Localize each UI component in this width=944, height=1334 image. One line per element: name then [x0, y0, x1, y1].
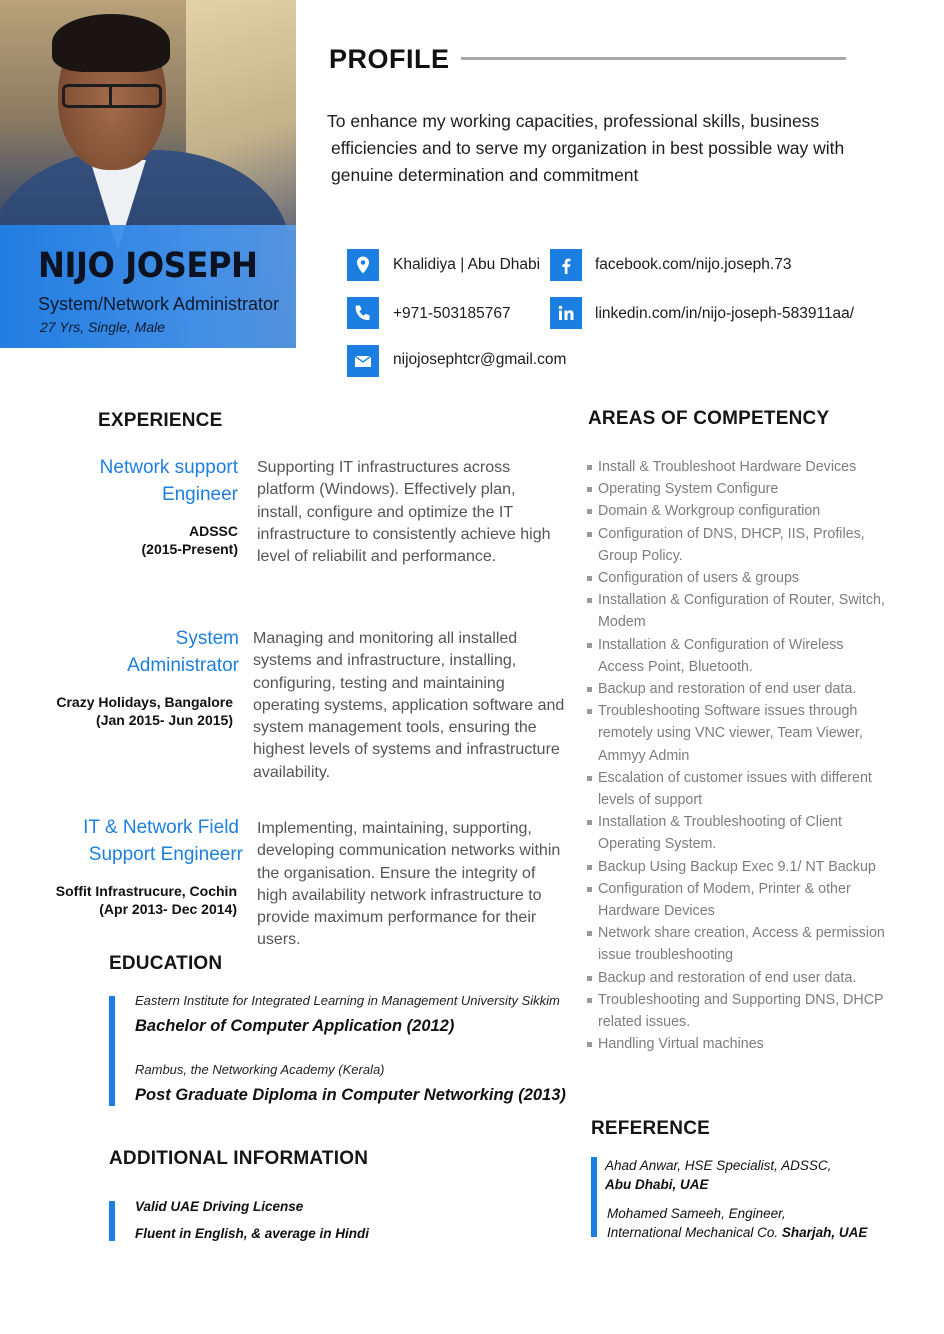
list-item: Backup and restoration of end user data.	[587, 967, 887, 989]
job-title: Network support Engineer	[99, 457, 238, 505]
list-item: Troubleshooting Software issues through remotely using VNC viewer, Team Viewer, Ammyy Admin	[587, 700, 887, 767]
reference-heading: REFERENCE	[591, 1118, 710, 1139]
job-2-header	[40, 625, 239, 729]
list-item: Domain & Workgroup configuration	[587, 500, 887, 522]
location-pin-icon	[347, 249, 379, 281]
list-item: Handling Virtual machines	[587, 1033, 887, 1055]
list-item: Installation & Troubleshooting of Client Operating System.	[587, 811, 887, 855]
profile-divider	[461, 57, 846, 60]
list-item: Troubleshooting and Supporting DNS, DHCP related issues.	[587, 989, 887, 1033]
additional-item: Fluent in English, & average in Hindi	[135, 1226, 370, 1241]
list-item: Configuration of Modem, Printer & other Hardware Devices	[587, 878, 887, 922]
email-icon	[347, 345, 379, 377]
list-item: Network share creation, Access & permission issue troubleshooting	[587, 922, 887, 966]
list-item: Install & Troubleshoot Hardware Devices	[587, 456, 887, 478]
reference-accent-bar	[591, 1157, 597, 1237]
reference-1: Ahad Anwar, HSE Specialist, ADSSC, Abu Dhabi, UAE	[605, 1158, 832, 1192]
list-item: Backup and restoration of end user data.	[587, 678, 887, 700]
job-org: Soffit Infrastrucure, Cochin	[55, 883, 237, 899]
education-degree: Post Graduate Diploma in Computer Networking (2013)	[135, 1086, 566, 1104]
list-item: Configuration of DNS, DHCP, IIS, Profiles, Group Policy.	[587, 523, 887, 567]
facebook-icon	[550, 249, 582, 281]
candidate-meta: 27 Yrs, Single, Male	[40, 319, 166, 335]
contact-facebook[interactable]: facebook.com/nijo.joseph.73	[595, 256, 792, 273]
job-1-header	[60, 454, 238, 558]
additional-accent-bar	[109, 1201, 115, 1241]
profile-summary: To enhance my working capacities, professional skills, business efficiencies and to serve my organization in best possible way with genuine determination and commitment	[327, 111, 845, 185]
job-org: ADSSC	[188, 523, 238, 539]
contact-location: Khalidiya | Abu Dhabi	[393, 256, 541, 273]
experience-heading: EXPERIENCE	[98, 410, 223, 431]
additional-info-heading: ADDITIONAL INFORMATION	[109, 1148, 369, 1169]
education-degree: Bachelor of Computer Application (2012)	[135, 1017, 455, 1035]
candidate-role: System/Network Administrator	[38, 294, 280, 314]
job-period: (2015-Present)	[141, 541, 238, 557]
job-2-description: Managing and monitoring all installed systems and infrastructure, installing, configuring, testing and maintaining operating systems, application software and system management tools, ensuring the highest levels of systems and infrastructure availability.	[253, 630, 565, 781]
list-item: Installation & Configuration of Wireless Access Point, Bluetooth.	[587, 634, 887, 678]
job-3-header	[40, 814, 243, 918]
education-institution: Eastern Institute for Integrated Learning in Management University Sikkim	[135, 993, 560, 1008]
list-item: Installation & Configuration of Router, Switch, Modem	[587, 589, 887, 633]
contact-email[interactable]: nijojosephtcr@gmail.com	[393, 351, 567, 368]
job-title: IT & Network Field Support Engineerr	[83, 817, 243, 865]
linkedin-icon	[550, 297, 582, 329]
list-item: Configuration of users & groups	[587, 567, 887, 589]
list-item: Operating System Configure	[587, 478, 887, 500]
additional-item: Valid UAE Driving License	[135, 1199, 304, 1214]
job-3-description: Implementing, maintaining, supporting, developing communication networks within the organisation. Ensure the integrity of high availability network infrastructure to provide maximum performance for their users.	[257, 820, 561, 949]
list-item: Escalation of customer issues with different levels of support	[587, 767, 887, 811]
job-title: System Administrator	[127, 628, 239, 676]
profile-heading: PROFILE	[329, 44, 450, 74]
education-heading: EDUCATION	[109, 953, 223, 974]
job-period: (Jan 2015- Jun 2015)	[96, 712, 233, 728]
competency-heading: AREAS OF COMPETENCY	[588, 408, 830, 429]
competency-list	[587, 456, 887, 1055]
candidate-name: NIJO JOSEPH	[38, 246, 258, 286]
contact-phone[interactable]: +971-503185767	[393, 305, 511, 322]
education-institution: Rambus, the Networking Academy (Kerala)	[135, 1062, 385, 1077]
education-accent-bar	[109, 996, 115, 1106]
job-1-description: Supporting IT infrastructures across platform (Windows). Effectively plan, install, configure and optimize the IT infrastructure to consistently achieve high level of reliabilit and performance.	[257, 459, 551, 566]
list-item: Backup Using Backup Exec 9.1/ NT Backup	[587, 856, 887, 878]
reference-2: Mohamed Sameeh, Engineer, International Mechanical Co. Sharjah, UAE	[607, 1206, 868, 1240]
job-period: (Apr 2013- Dec 2014)	[99, 901, 237, 917]
phone-icon	[347, 297, 379, 329]
contact-linkedin[interactable]: linkedin.com/in/nijo-joseph-583911aa/	[595, 305, 855, 322]
job-org: Crazy Holidays, Bangalore	[56, 694, 233, 710]
